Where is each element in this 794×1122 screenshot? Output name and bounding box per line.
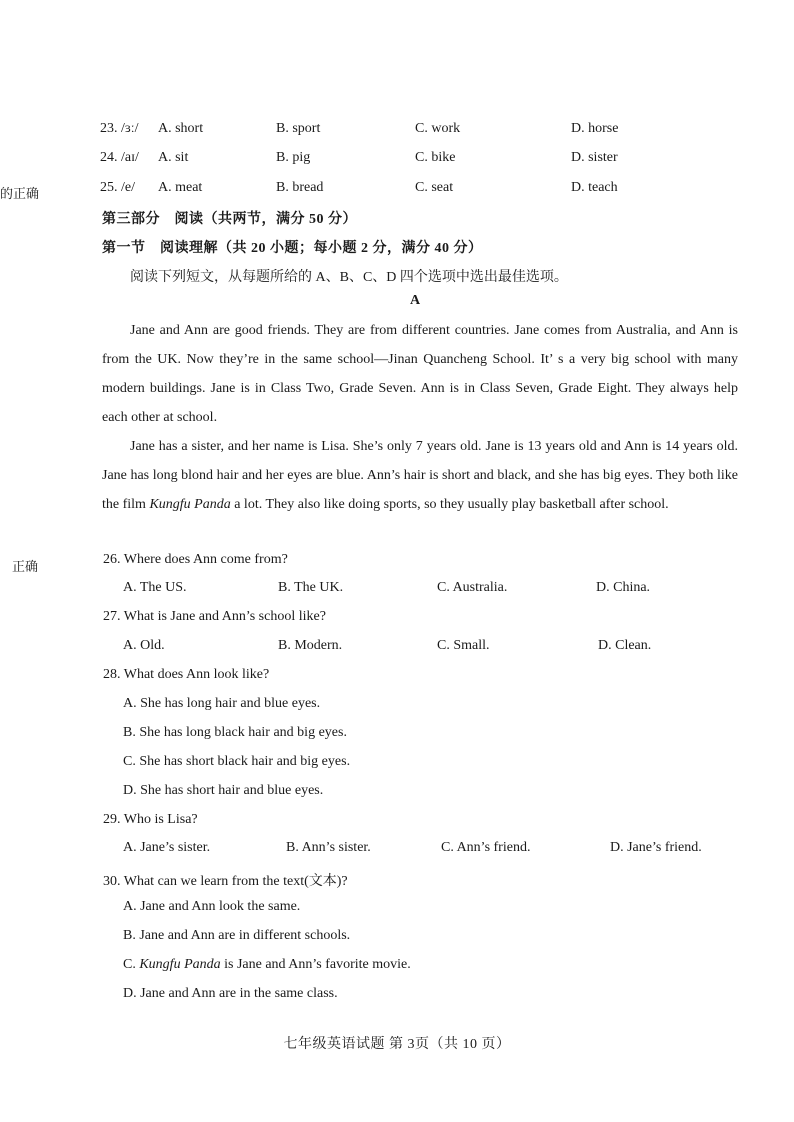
option-d: D. Clean. (598, 638, 652, 653)
option-c: C. She has short black hair and big eyes. (123, 754, 351, 769)
passage-title: A (410, 293, 421, 308)
option-a: A. The US. (123, 580, 187, 595)
instructions: 阅读下列短文，从每题所给的 A、B、C、D 四个选项中选出最佳选项。 (130, 270, 568, 285)
option-a: A. Jane and Ann look the same. (123, 899, 301, 914)
question-stem: 28. What does Ann look like? (103, 667, 270, 682)
option-c (123, 957, 411, 973)
option-c: C. bike (415, 150, 456, 165)
margin-note: 正确 (12, 559, 39, 574)
question-number: 24. /aɪ/ (100, 150, 139, 165)
question-23 (100, 121, 740, 143)
question-number: 23. /ɜː/ (100, 121, 139, 136)
option-d: D. sister (571, 150, 618, 165)
option-b: B. sport (276, 121, 321, 136)
margin-note: 的正确 (0, 186, 40, 201)
passage-text: a lot. They also like doing sports, so they usually play basketball after school. (230, 497, 669, 512)
option-c: C. Ann’s friend. (441, 840, 531, 855)
option-a: A. She has long hair and blue eyes. (123, 696, 321, 711)
question-stem: 29. Who is Lisa? (103, 812, 198, 827)
option-a: A. sit (158, 150, 189, 165)
question-stem: 27. What is Jane and Ann’s school like? (103, 609, 326, 624)
option-b: B. Jane and Ann are in different schools. (123, 928, 351, 943)
question-stem: 30. What can we learn from the text(文本)? (103, 874, 348, 889)
option-c: C. Small. (437, 638, 490, 653)
option-c: C. Australia. (437, 580, 508, 595)
question-stem: 26. Where does Ann come from? (103, 552, 288, 567)
option-b: B. She has long black hair and big eyes. (123, 725, 347, 740)
option-d: D. China. (596, 580, 651, 595)
option-letter: C. (123, 957, 140, 972)
film-title: Kungfu Panda (149, 497, 231, 512)
subsection-heading: 第一节 阅读理解（共 20 小题；每小题 2 分，满分 40 分） (102, 241, 483, 256)
option-b: B. Modern. (278, 638, 343, 653)
option-d: D. horse (571, 121, 619, 136)
passage-paragraph (102, 432, 738, 519)
option-d: D. teach (571, 180, 618, 195)
section-heading: 第三部分 阅读（共两节，满分 50 分） (102, 212, 357, 227)
question-24 (100, 150, 740, 172)
option-a: A. short (158, 121, 204, 136)
option-b: B. The UK. (278, 580, 344, 595)
option-d: D. Jane and Ann are in the same class. (123, 986, 338, 1001)
option-b: B. bread (276, 180, 324, 195)
option-a: A. Old. (123, 638, 165, 653)
question-25 (100, 180, 740, 202)
page-footer: 七年级英语试题 第 3页（共 10 页） (283, 1037, 511, 1052)
option-c: C. seat (415, 180, 454, 195)
passage-text: Jane has a sister, and her name is Lisa. She’s only 7 years old. Jane is 13 years old and Ann is 14 years old. Jane has long blond hair and her eyes are blue. Ann’s hair is short and black, and she has big eyes. They both like the film (102, 439, 738, 512)
option-d: D. Jane’s friend. (610, 840, 702, 855)
film-title: Kungfu Panda (139, 957, 221, 972)
option-a: A. Jane’s sister. (123, 840, 211, 855)
option-a: A. meat (158, 180, 203, 195)
option-d: D. She has short hair and blue eyes. (123, 783, 324, 798)
passage-paragraph: Jane and Ann are good friends. They are from different countries. Jane comes from Australia, and Ann is from the UK. Now they’re in the same school—Jinan Quancheng School. It’ s a very big school with many modern buildings. Jane is in Class Two, Grade Seven. Ann is in Class Seven, Grade Eight. They always help each other at school. (102, 323, 738, 425)
option-b: B. pig (276, 150, 311, 165)
option-c: C. work (415, 121, 461, 136)
question-number: 25. /e/ (100, 180, 135, 195)
option-b: B. Ann’s sister. (286, 840, 371, 855)
option-text: is Jane and Ann’s favorite movie. (220, 957, 411, 972)
